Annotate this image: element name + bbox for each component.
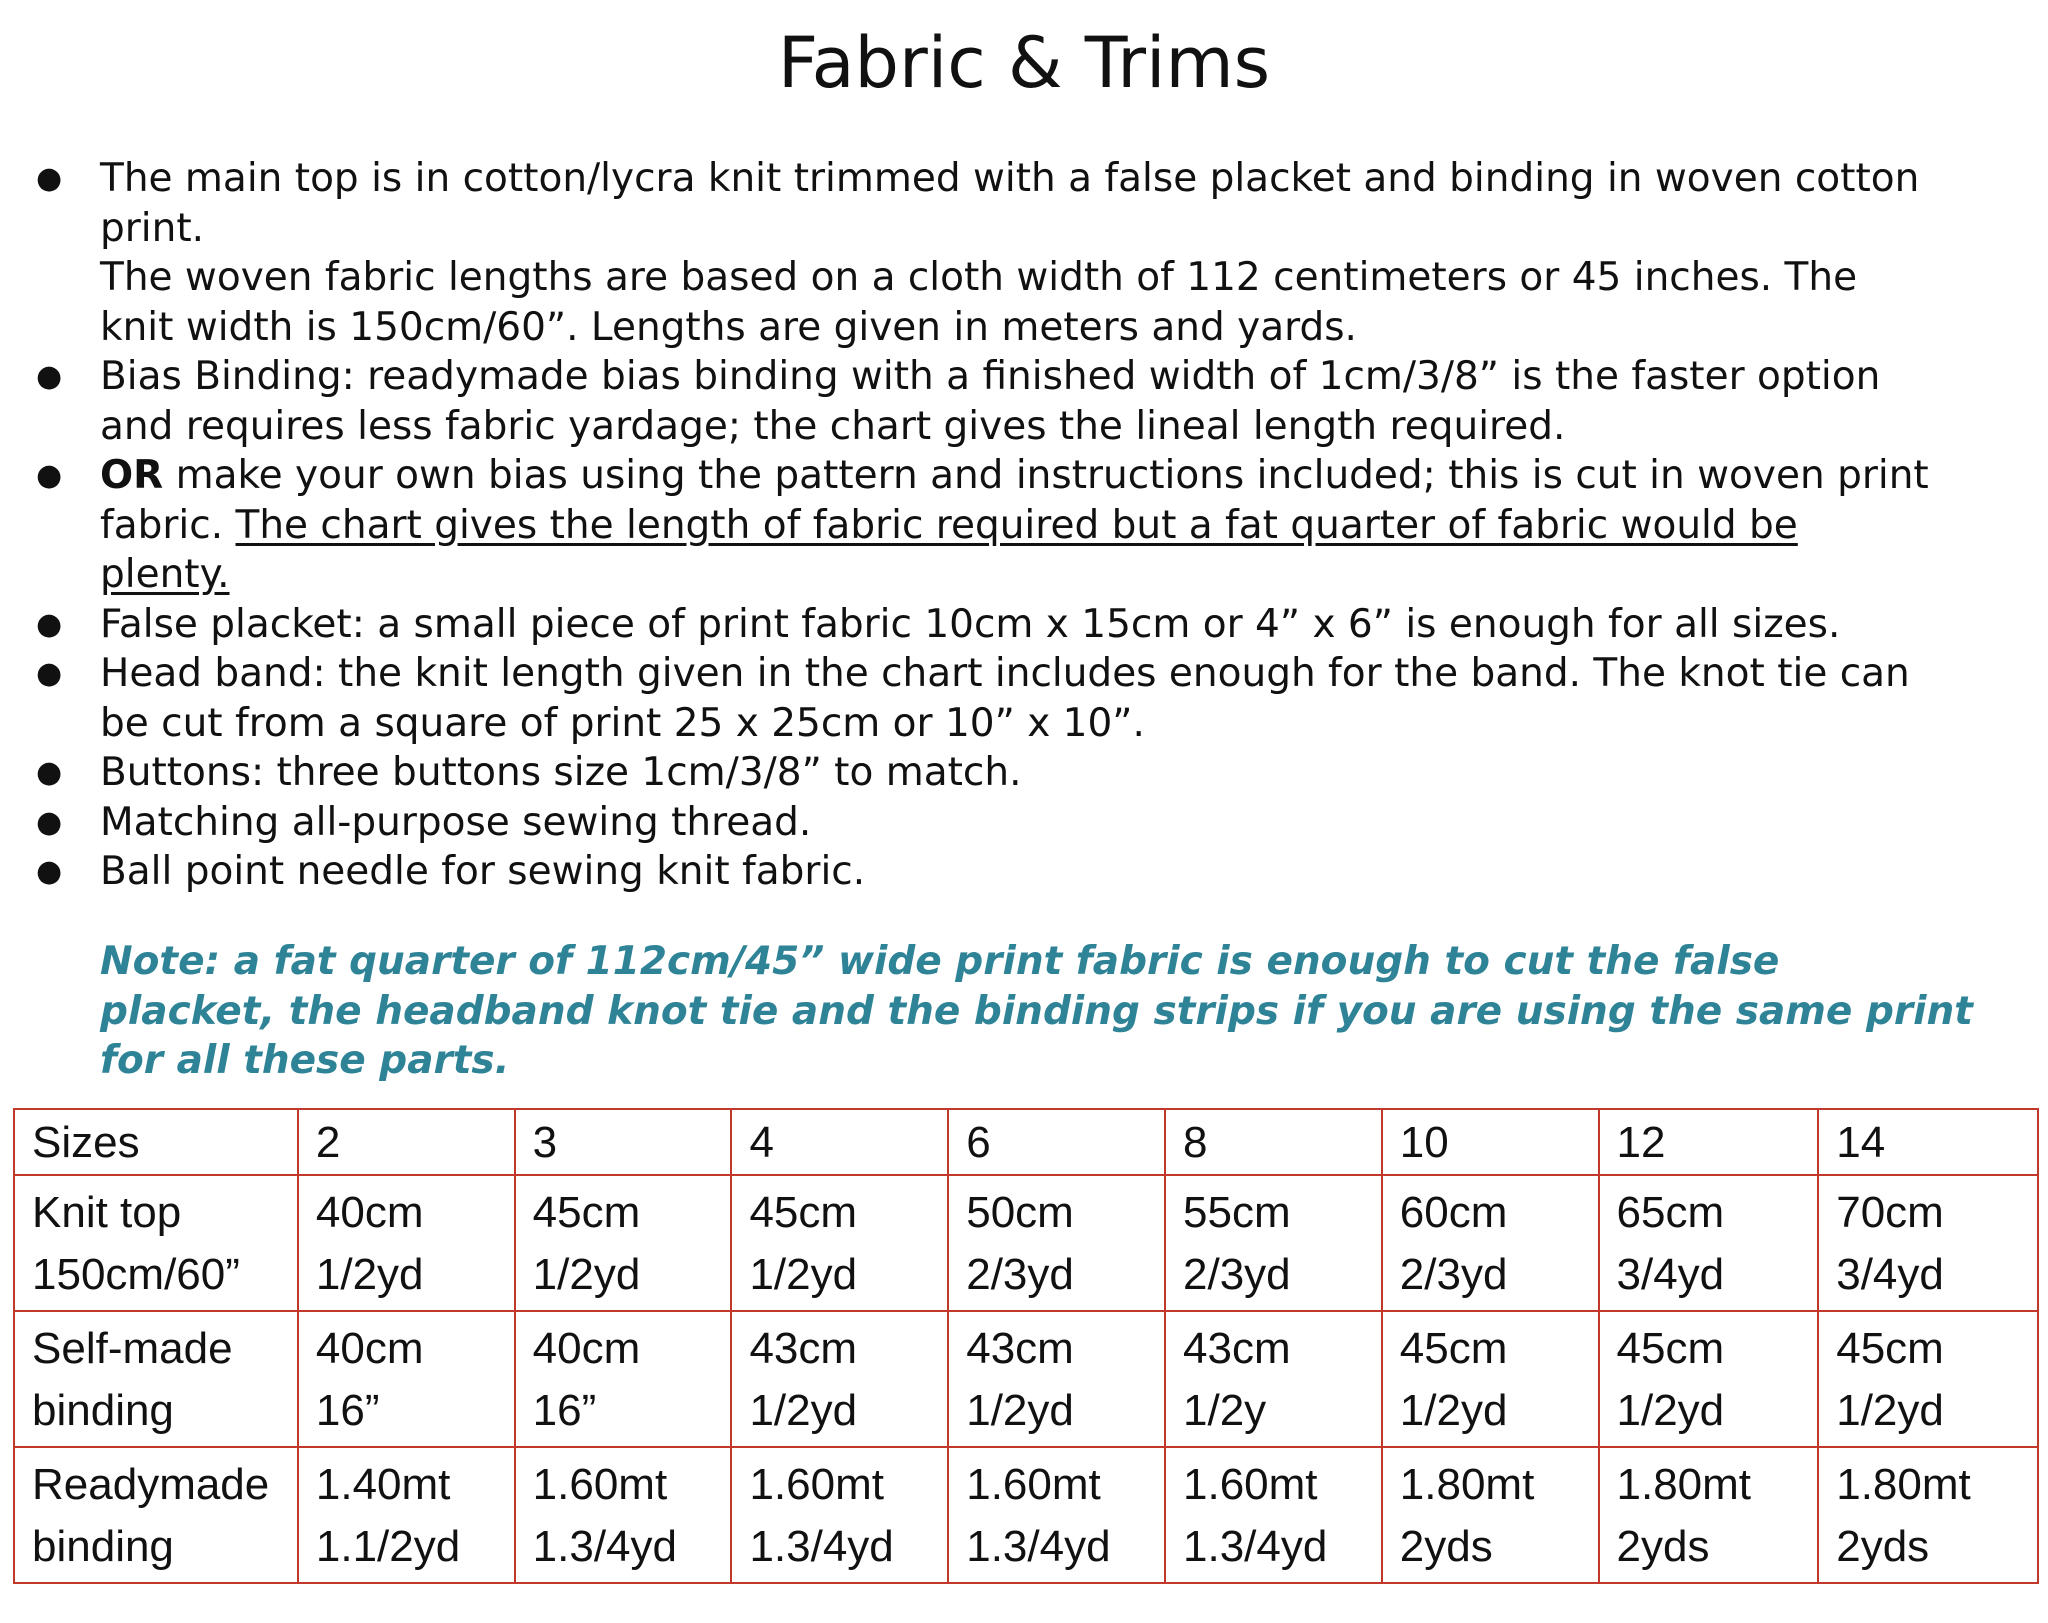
row-label-text: Self-made: [32, 1324, 233, 1373]
cell-value: 1.80mt: [1836, 1460, 1971, 1509]
table-cell: [948, 1311, 1165, 1447]
table-cell: [1818, 1311, 2038, 1447]
row-label-text: binding: [32, 1386, 174, 1435]
cell-value: 40cm: [315, 1324, 424, 1373]
cell-value: 70cm: [1836, 1188, 1944, 1237]
header-cell-size: 8: [1165, 1109, 1382, 1175]
table-cell: [1382, 1311, 1599, 1447]
or-emphasis: OR: [100, 453, 164, 498]
table-cell: [298, 1311, 515, 1447]
header-cell-size: 6: [948, 1109, 1165, 1175]
list-item-text: [100, 501, 2028, 551]
list-item-text-plain: fabric.: [100, 502, 236, 548]
cell-value: 1/2yd: [749, 1386, 858, 1435]
cell-value: 1.3/4yd: [1183, 1522, 1328, 1571]
cell-value: 2yds: [1836, 1522, 1930, 1571]
row-label-text: 150cm/60”: [32, 1250, 240, 1299]
header-cell-size: 10: [1382, 1109, 1599, 1175]
table-cell: [1382, 1447, 1599, 1583]
table-cell: [1165, 1175, 1382, 1311]
table-row: [14, 1175, 2038, 1311]
cell-value: 1/2yd: [315, 1250, 424, 1299]
list-item-needle: [0, 847, 2048, 897]
list-item-text: print.: [100, 205, 205, 251]
table-cell: [1165, 1311, 1382, 1447]
list-item-text: Bias Binding: readymade bias binding with a finished width of 1cm/3/8” is the faster option: [100, 354, 1881, 399]
table-cell: [1599, 1175, 1819, 1311]
cell-value: 1.60mt: [532, 1460, 668, 1509]
cell-value: 1.40mt: [315, 1460, 451, 1509]
cell-value: 60cm: [1399, 1188, 1508, 1237]
list-item-text: Ball point needle for sewing knit fabric.: [100, 849, 866, 894]
note-text: for all these parts.: [100, 1038, 510, 1083]
page-title: Fabric & Trims: [777, 22, 1271, 104]
table-cell: [731, 1311, 948, 1447]
table-cell: [731, 1447, 948, 1583]
cell-value: 50cm: [966, 1188, 1074, 1237]
cell-value: 2/3yd: [1399, 1250, 1508, 1299]
list-item-text: knit width is 150cm/60”. Lengths are given in meters and yards.: [100, 304, 1357, 350]
list-item-main-top: [0, 154, 2048, 352]
row-label-cell: [14, 1311, 298, 1447]
row-label-text: binding: [32, 1522, 174, 1571]
cell-value: 2yds: [1399, 1522, 1493, 1571]
cell-value: 1/2yd: [1616, 1386, 1725, 1435]
list-item-false-placket: [0, 600, 2048, 650]
header-cell-sizes: Sizes: [14, 1109, 298, 1175]
cell-value: 2/3yd: [966, 1250, 1074, 1299]
list-item-text: The woven fabric lengths are based on a cloth width of 112 centimeters or 45 inches. The: [100, 255, 1858, 300]
cell-value: 2yds: [1616, 1522, 1710, 1571]
bullet-icon: ●: [36, 854, 63, 889]
cell-value: 55cm: [1183, 1188, 1291, 1237]
table-cell: [731, 1175, 948, 1311]
cell-value: 1.3/4yd: [749, 1522, 894, 1571]
cell-value: 3/4yd: [1616, 1250, 1725, 1299]
cell-value: 40cm: [315, 1188, 424, 1237]
cell-value: 45cm: [532, 1188, 641, 1237]
table-header-row: [14, 1109, 2038, 1175]
cell-value: 1.3/4yd: [532, 1522, 677, 1571]
underlined-text: The chart gives the length of fabric required but a fat quarter of fabric would be: [235, 502, 1798, 548]
cell-value: 1.80mt: [1399, 1460, 1535, 1509]
cell-value: 45cm: [1836, 1324, 1944, 1373]
table-cell: [948, 1175, 1165, 1311]
list-item-text: False placket: a small piece of print fabric 10cm x 15cm or 4” x 6” is enough for all sizes.: [100, 601, 1841, 647]
table-cell: [1599, 1311, 1819, 1447]
cell-value: 1/2y: [1183, 1386, 1267, 1435]
cell-value: 43cm: [749, 1324, 858, 1373]
row-label-cell: [14, 1447, 298, 1583]
cell-value: 1/2yd: [1836, 1386, 1944, 1435]
cell-value: 43cm: [1183, 1324, 1291, 1373]
table-cell: [298, 1175, 515, 1311]
bullet-icon: ●: [36, 755, 63, 790]
table-row: [14, 1447, 2038, 1583]
bullet-icon: ●: [36, 656, 63, 691]
table-cell: [515, 1175, 732, 1311]
list-item-self-made-bias: [0, 451, 2048, 600]
cell-value: 1/2yd: [1399, 1386, 1508, 1435]
materials-list: [0, 154, 2048, 897]
cell-value: 1/2yd: [749, 1250, 858, 1299]
cell-value: 16”: [315, 1386, 380, 1435]
cell-value: 1.60mt: [1183, 1460, 1318, 1509]
bullet-icon: ●: [36, 606, 63, 642]
list-item-text: The main top is in cotton/lycra knit trimmed with a false placket and binding in woven cotton: [100, 156, 1920, 201]
table-cell: [515, 1447, 732, 1583]
bullet-icon: ●: [36, 161, 63, 196]
cell-value: 1.60mt: [749, 1460, 884, 1509]
row-label-text: Knit top: [32, 1188, 182, 1237]
list-item-text: Matching all-purpose sewing thread.: [100, 799, 812, 845]
header-cell-size: 4: [731, 1109, 948, 1175]
cell-value: 1/2yd: [966, 1386, 1074, 1435]
cell-value: 45cm: [1616, 1324, 1725, 1373]
list-item-buttons: [0, 748, 2048, 798]
row-label-text: Readymade: [32, 1460, 270, 1509]
bullet-icon: ●: [36, 458, 63, 493]
underlined-text: plenty.: [100, 552, 230, 597]
header-cell-size: 3: [515, 1109, 732, 1175]
table-cell: [1818, 1175, 2038, 1311]
list-item-thread: [0, 798, 2048, 848]
list-item-text-rest: make your own bias using the pattern and instructions included; this is cut in woven print: [163, 453, 1929, 498]
list-item-bias-binding: [0, 352, 2048, 451]
size-chart-table: [13, 1108, 2039, 1584]
cell-value: 2/3yd: [1183, 1250, 1291, 1299]
bullet-icon: ●: [36, 804, 63, 840]
header-cell-size: 14: [1818, 1109, 2038, 1175]
cell-value: 43cm: [966, 1324, 1074, 1373]
list-item-text: [100, 550, 2028, 600]
cell-value: 16”: [532, 1386, 597, 1435]
list-item-text: Buttons: three buttons size 1cm/3/8” to match.: [100, 750, 1022, 795]
fat-quarter-note: [100, 937, 2040, 1086]
cell-value: 1.3/4yd: [966, 1522, 1111, 1571]
table-cell: [515, 1311, 732, 1447]
cell-value: 1.60mt: [966, 1460, 1101, 1509]
cell-value: 1/2yd: [532, 1250, 641, 1299]
table-row: [14, 1311, 2038, 1447]
table-cell: [1599, 1447, 1819, 1583]
header-cell-size: 2: [298, 1109, 515, 1175]
cell-value: 1.80mt: [1616, 1460, 1752, 1509]
list-item-text: [100, 451, 2028, 501]
bullet-icon: ●: [36, 359, 63, 394]
table-cell: [948, 1447, 1165, 1583]
list-item-head-band: [0, 649, 2048, 748]
list-item-text: Head band: the knit length given in the chart includes enough for the band. The knot tie can: [100, 651, 1910, 696]
table-cell: [1382, 1175, 1599, 1311]
row-label-cell: [14, 1175, 298, 1311]
note-text: Note: a fat quarter of 112cm/45” wide print fabric is enough to cut the false: [100, 939, 1780, 984]
table-cell: [298, 1447, 515, 1583]
cell-value: 65cm: [1616, 1188, 1725, 1237]
table-cell: [1165, 1447, 1382, 1583]
note-text: placket, the headband knot tie and the binding strips if you are using the same print: [100, 988, 1973, 1034]
cell-value: 45cm: [1399, 1324, 1508, 1373]
cell-value: 1.1/2yd: [315, 1522, 461, 1571]
cell-value: 45cm: [749, 1188, 858, 1237]
table-cell: [1818, 1447, 2038, 1583]
list-item-text: and requires less fabric yardage; the chart gives the lineal length required.: [100, 403, 1566, 449]
cell-value: 3/4yd: [1836, 1250, 1944, 1299]
cell-value: 40cm: [532, 1324, 641, 1373]
header-cell-size: 12: [1599, 1109, 1819, 1175]
list-item-text: be cut from a square of print 25 x 25cm or 10” x 10”.: [100, 700, 1145, 746]
